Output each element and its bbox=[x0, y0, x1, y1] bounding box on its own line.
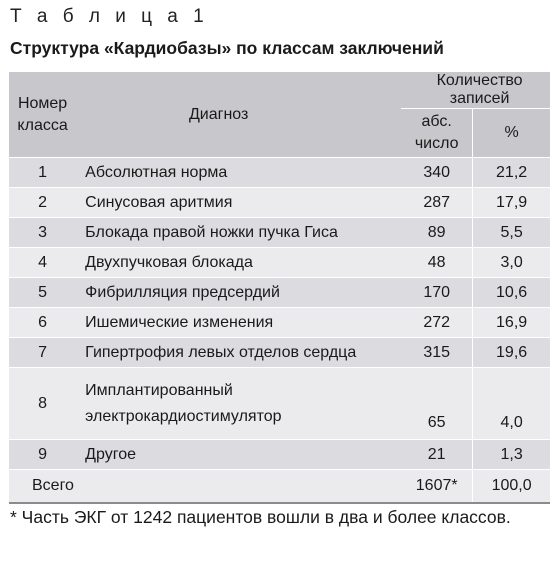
row-diagnosis-line2: электрокардиостимулятор bbox=[85, 407, 282, 425]
row-diagnosis: Фибрилляция предсердий bbox=[76, 278, 401, 308]
row-abs: 287 bbox=[401, 188, 473, 218]
row-no: 1 bbox=[9, 158, 76, 188]
total-abs: 1607* bbox=[401, 470, 473, 504]
table-row bbox=[9, 278, 550, 308]
row-pct: 21,2 bbox=[473, 158, 550, 188]
header-count: Количество записей bbox=[401, 72, 550, 109]
total-label: Всего bbox=[9, 470, 401, 504]
row-pct: 3,0 bbox=[473, 248, 550, 278]
row-no: 6 bbox=[9, 308, 76, 338]
row-diagnosis-line1: Имплантированный bbox=[85, 381, 233, 399]
row-abs: 340 bbox=[401, 158, 473, 188]
row-no: 5 bbox=[9, 278, 76, 308]
total-pct: 100,0 bbox=[473, 470, 550, 504]
row-diagnosis: Блокада правой ножки пучка Гиса bbox=[76, 218, 401, 248]
row-abs: 89 bbox=[401, 218, 473, 248]
row-pct: 1,3 bbox=[473, 440, 550, 470]
header-row bbox=[9, 72, 550, 109]
table-row bbox=[9, 188, 550, 218]
row-diagnosis: Двухпучковая блокада bbox=[76, 248, 401, 278]
row-diagnosis: Ишемические изменения bbox=[76, 308, 401, 338]
row-no: 3 bbox=[9, 218, 76, 248]
row-pct: 10,6 bbox=[473, 278, 550, 308]
row-abs: 170 bbox=[401, 278, 473, 308]
data-table bbox=[9, 72, 550, 504]
table-label: Т а б л и ц а 1 bbox=[10, 6, 209, 27]
row-pct: 17,9 bbox=[473, 188, 550, 218]
row-abs: 315 bbox=[401, 338, 473, 368]
row-abs: 272 bbox=[401, 308, 473, 338]
table-row bbox=[9, 440, 550, 470]
row-no: 8 bbox=[9, 368, 76, 440]
table-row bbox=[9, 218, 550, 248]
row-abs: 21 bbox=[401, 440, 473, 470]
row-abs: 48 bbox=[401, 248, 473, 278]
row-diagnosis bbox=[76, 368, 401, 440]
table-row bbox=[9, 338, 550, 368]
row-no: 7 bbox=[9, 338, 76, 368]
table-row bbox=[9, 158, 550, 188]
header-diagnosis: Диагноз bbox=[76, 72, 401, 158]
row-no: 4 bbox=[9, 248, 76, 278]
table-row bbox=[9, 248, 550, 278]
header-pct: % bbox=[473, 109, 550, 158]
header-abs: абс. число bbox=[401, 109, 473, 158]
row-no: 2 bbox=[9, 188, 76, 218]
row-no: 9 bbox=[9, 440, 76, 470]
table-row bbox=[9, 368, 550, 440]
row-diagnosis: Другое bbox=[76, 440, 401, 470]
row-diagnosis: Гипертрофия левых отделов сердца bbox=[76, 338, 401, 368]
row-diagnosis: Абсолютная норма bbox=[76, 158, 401, 188]
row-pct: 4,0 bbox=[473, 368, 550, 440]
footnote: * Часть ЭКГ от 1242 пациентов вошли в два и более классов. bbox=[10, 507, 511, 527]
header-class-no: Номер класса bbox=[9, 72, 76, 158]
table-row bbox=[9, 308, 550, 338]
row-pct: 16,9 bbox=[473, 308, 550, 338]
total-row bbox=[9, 470, 550, 504]
row-abs: 65 bbox=[401, 368, 473, 440]
row-diagnosis: Синусовая аритмия bbox=[76, 188, 401, 218]
row-pct: 5,5 bbox=[473, 218, 550, 248]
table-title: Структура «Кардиобазы» по классам заключений bbox=[10, 38, 444, 58]
row-pct: 19,6 bbox=[473, 338, 550, 368]
